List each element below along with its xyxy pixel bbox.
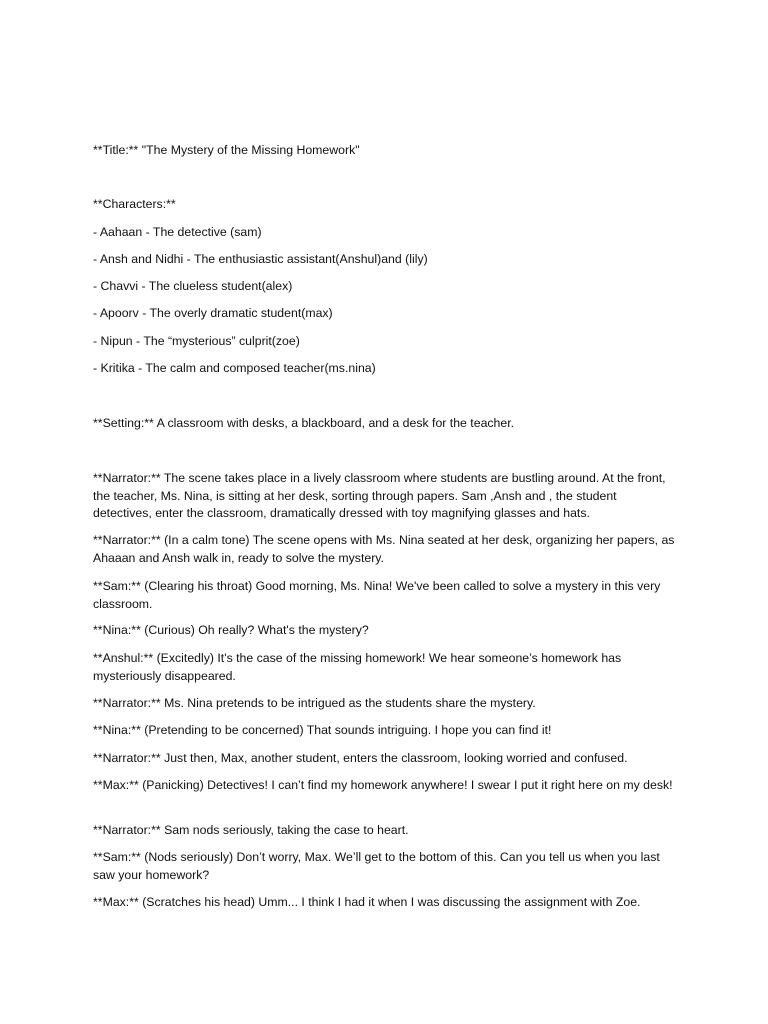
- character-item: - Kritika - The calm and composed teacher(ms.nina): [93, 361, 376, 375]
- script-paragraph: **Narrator:** Just then, Max, another student, enters the classroom, looking worried and confused.: [93, 751, 628, 765]
- script-paragraph: **Nina:** (Curious) Oh really? What's the mystery?: [93, 623, 369, 637]
- character-item: - Apoorv - The overly dramatic student(max): [93, 306, 333, 320]
- setting-line: **Setting:** A classroom with desks, a blackboard, and a desk for the teacher.: [93, 416, 515, 430]
- script-paragraph: **Anshul:** (Excitedly) It's the case of the missing homework! We hear someone’s homework has mysteriously disappeared.: [93, 651, 622, 683]
- script-paragraph: **Narrator:** Ms. Nina pretends to be intrigued as the students share the mystery.: [93, 696, 536, 710]
- script-paragraph: **Nina:** (Pretending to be concerned) That sounds intriguing. I hope you can find it!: [93, 723, 552, 737]
- script-paragraph: **Narrator:** The scene takes place in a lively classroom where students are bustling around. At the front, the teacher, Ms. Nina, is sitting at her desk, sorting through papers. Sam ,Ansh and , the student detectives, enter the classroom, dramatically dressed with toy magnifying glasses and hats.: [93, 471, 666, 520]
- character-item: - Nipun - The “mysterious” culprit(zoe): [93, 334, 300, 348]
- script-paragraph: **Max:** (Scratches his head) Umm... I think I had it when I was discussing the assignment with Zoe.: [93, 895, 641, 909]
- character-item: - Aahaan - The detective (sam): [93, 225, 262, 239]
- character-item: - Chavvi - The clueless student(alex): [93, 279, 293, 293]
- title-line: **Title:** "The Mystery of the Missing Homework": [93, 143, 360, 157]
- characters-heading: **Characters:**: [93, 197, 176, 211]
- script-paragraph: **Narrator:** (In a calm tone) The scene opens with Ms. Nina seated at her desk, organizing her papers, as Ahaaan and Ansh walk in, ready to solve the mystery.: [93, 533, 675, 565]
- character-item: - Ansh and Nidhi - The enthusiastic assistant(Anshul)and (lily): [93, 252, 428, 266]
- script-paragraph: **Sam:** (Nods seriously) Don’t worry, Max. We’ll get to the bottom of this. Can you tell us when you last saw your homework?: [93, 850, 660, 882]
- script-paragraph: **Max:** (Panicking) Detectives! I can’t find my homework anywhere! I swear I put it right here on my desk!: [93, 778, 673, 792]
- script-paragraph: **Narrator:** Sam nods seriously, taking the case to heart.: [93, 823, 409, 837]
- script-paragraph: **Sam:** (Clearing his throat) Good morning, Ms. Nina! We've been called to solve a mystery in this very classroom.: [93, 579, 661, 611]
